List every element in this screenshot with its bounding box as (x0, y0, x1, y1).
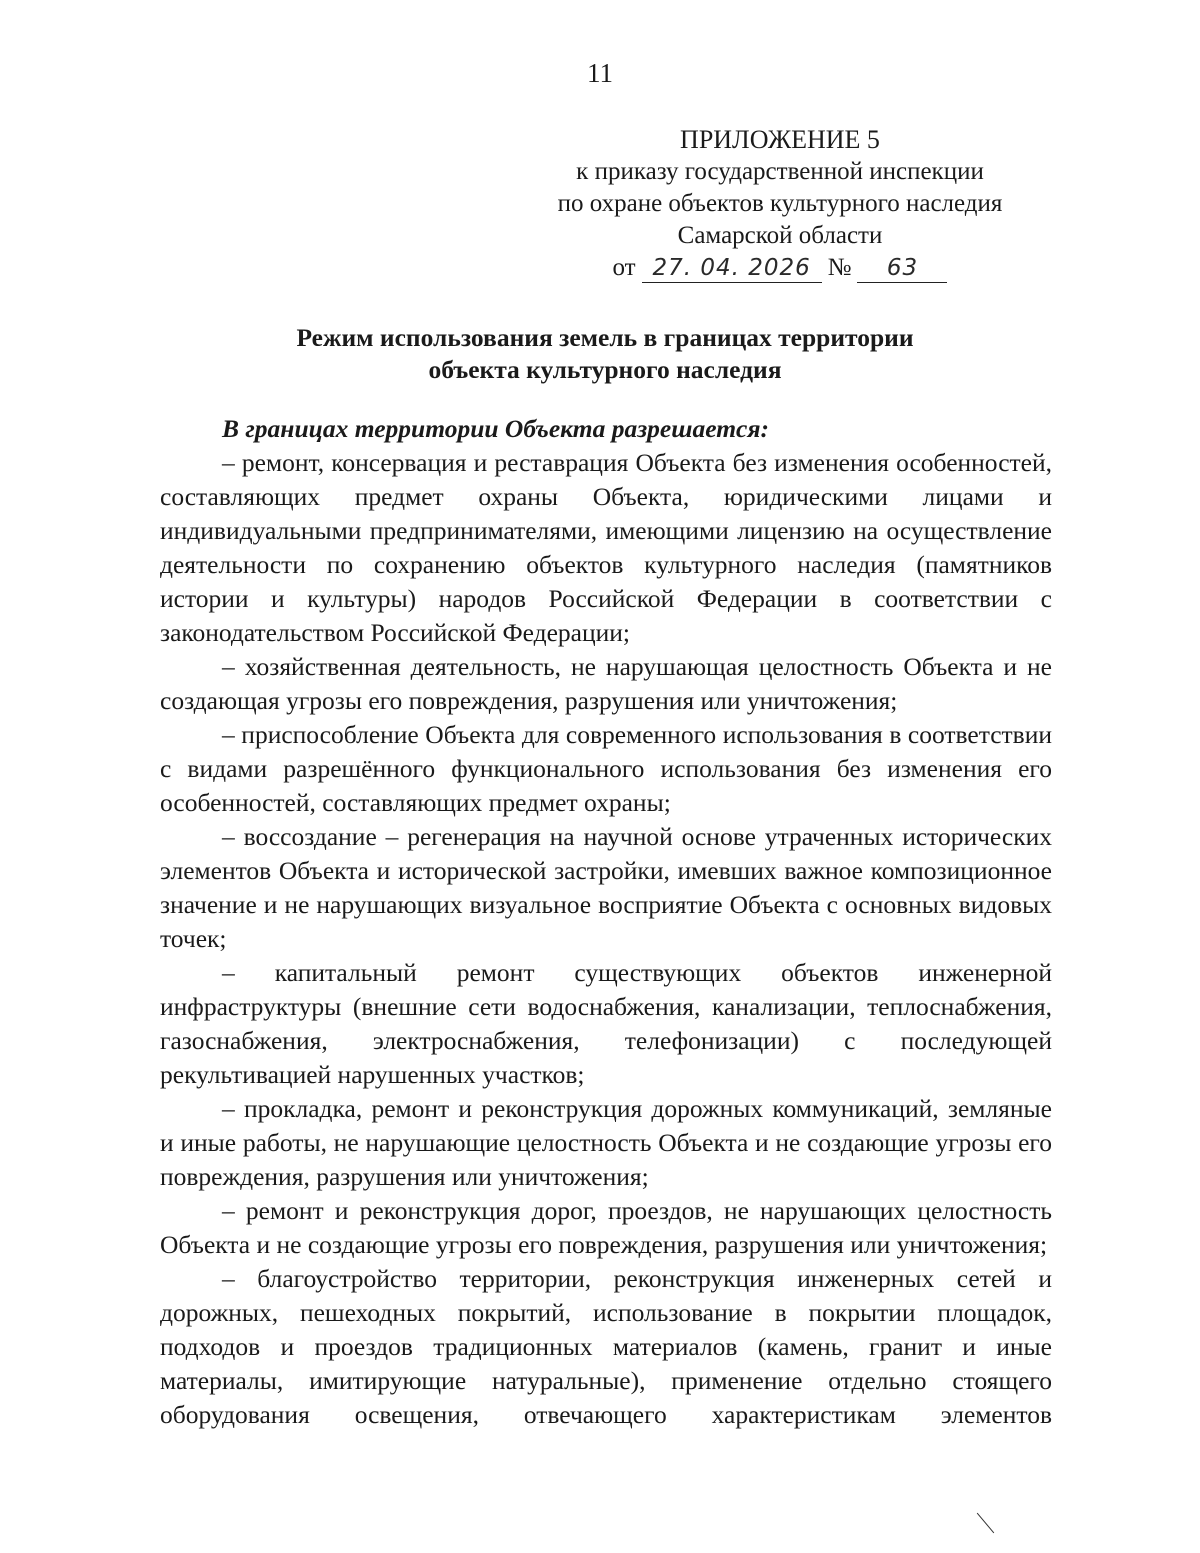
paragraph-recreation: – воссоздание – регенерация на научной основе утраченных исторических элементов Объекта и исторической застройки, имевших важное композиционное значение и не нарушающих визуальное восприятие Объекта с основных видовых точек; (160, 822, 1052, 953)
paragraph-restoration: – ремонт, консервация и реставрация Объекта без изменения особенностей, составляющих предмет охраны Объекта, юридическими лицами и индивидуальными предпринимателями, имеющими лицензию на осуществление деятельности по сохранению объектов культурного наследия (памятников истории и культуры) народов Российской Федерации в соответствии с законодательством Российской Федерации; (160, 448, 1052, 647)
document-body (160, 412, 1052, 1432)
appendix-line-2: по охране объектов культурного наследия (557, 190, 1003, 217)
paragraph-road-communications: – прокладка, ремонт и реконструкция дорожных коммуникаций, земляные и иные работы, не нарушающие целостность Объекта и не создающие угрозы его повреждения, разрушения или уничтожения; (160, 1094, 1052, 1191)
number-sign: № (827, 254, 852, 281)
title-line-2: объекта культурного наследия (428, 355, 782, 384)
handwritten-number: 63 (857, 254, 947, 283)
appendix-block (530, 124, 1030, 284)
page-number: 11 (587, 58, 613, 88)
document-title (160, 322, 1050, 386)
appendix-heading: ПРИЛОЖЕНИЕ 5 (680, 125, 880, 154)
title-line-1: Режим использования земель в границах территории (296, 323, 914, 352)
paragraph-adaptation: – приспособление Объекта для современного использования в соответствии с видами разрешённого функционального использования без изменения его особенностей, составляющих предмет охраны; (160, 720, 1052, 817)
section-subheading: В границах территории Объекта разрешается: (222, 414, 770, 443)
paragraph-capital-repair: – капитальный ремонт существующих объектов инженерной инфраструктуры (внешние сети водоснабжения, канализации, теплоснабжения, газоснабжения, электроснабжения, телефонизации) с последующей рекультивацией нарушенных участков; (160, 958, 1052, 1089)
scan-mark (977, 1513, 994, 1534)
handwritten-date: 27. 04. 2026 (642, 254, 822, 283)
appendix-line-1: к приказу государственной инспекции (576, 158, 984, 185)
paragraph-economic-activity: – хозяйственная деятельность, не нарушающая целостность Объекта и не создающая угрозы его повреждения, разрушения или уничтожения; (160, 652, 1052, 715)
appendix-date-line (530, 252, 1030, 284)
paragraph-landscaping: – благоустройство территории, реконструкция инженерных сетей и дорожных, пешеходных покрытий, использование в покрытии площадок, подходов и проездов традиционных материалов (камень, гранит и иные материалы, имитирующие натуральные), применение отдельно стоящего оборудования освещения, отвечающего характеристикам элементов (160, 1264, 1052, 1429)
paragraph-roads-repair: – ремонт и реконструкция дорог, проездов, не нарушающих целостность Объекта и не создающие угрозы его повреждения, разрушения или уничтожения; (160, 1196, 1052, 1259)
appendix-line-3: Самарской области (677, 222, 883, 249)
date-prefix: от (612, 254, 636, 281)
